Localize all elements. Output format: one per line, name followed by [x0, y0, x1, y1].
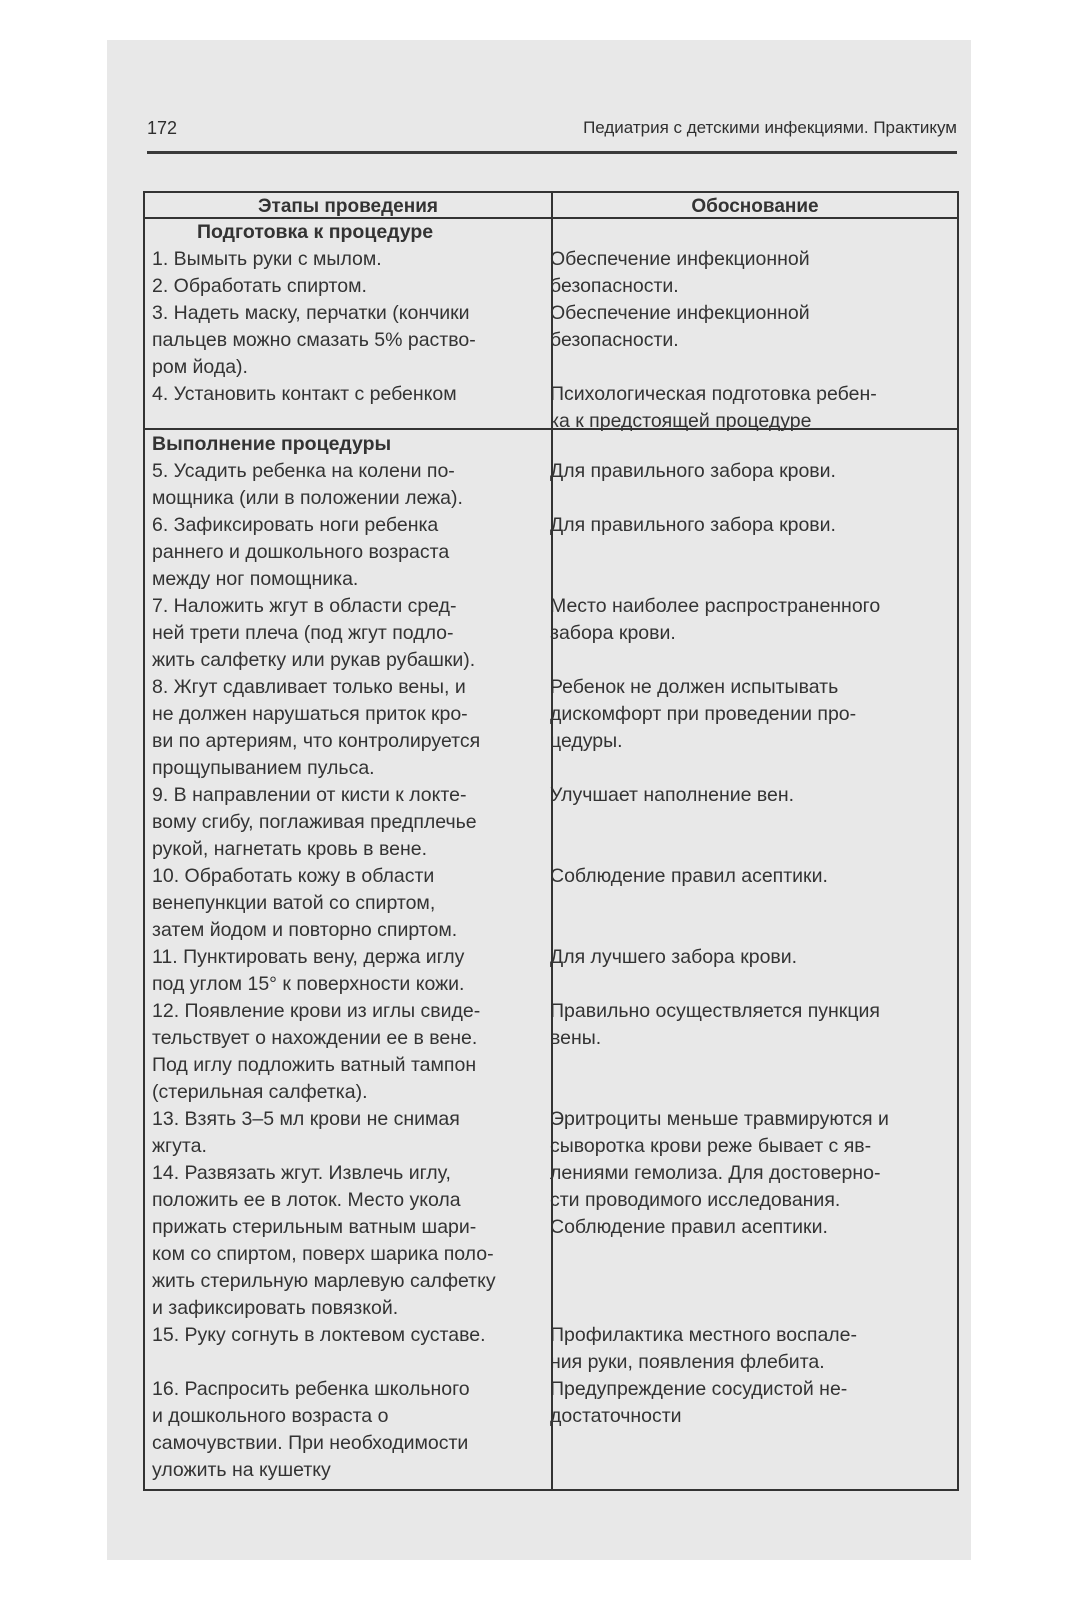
running-title: Педиатрия с детскими инфекциями. Практикум: [583, 118, 957, 137]
preparation-steps: [152, 246, 547, 408]
rationale-line: [550, 539, 955, 566]
rationale-line: [550, 1052, 955, 1079]
rationale-line: цедуры.: [550, 730, 623, 752]
step-line: под углом 15° к поверхности кожи.: [152, 973, 465, 995]
column-header-stages: Этапы проведения: [258, 196, 438, 217]
step-line: прижать стерильным ватным шари-: [152, 1216, 477, 1238]
step-line: вому сгибу, поглаживая предплечье: [152, 811, 477, 833]
rationale-line: [550, 755, 955, 782]
step-line: жить стерильную марлевую салфетку: [152, 1270, 496, 1292]
rationale-line: безопасности.: [550, 275, 679, 297]
rationale-line: Обеспечение инфекционной: [550, 302, 810, 324]
execution-rationale: [550, 458, 955, 1430]
rationale-line: сыворотка крови реже бывает с яв-: [550, 1135, 872, 1157]
step-line: 1. Вымыть руки с мылом.: [152, 248, 382, 270]
step-line: рукой, нагнетать кровь в вене.: [152, 838, 427, 860]
step-line: 11. Пунктировать вену, держа иглу: [152, 946, 465, 968]
rationale-line: Эритроциты меньше травмируются и: [550, 1108, 889, 1130]
rationale-line: [550, 971, 955, 998]
step-line: 4. Установить контакт с ребенком: [152, 383, 457, 405]
rationale-line: Соблюдение правил асептики.: [550, 1216, 828, 1238]
rationale-line: Предупреждение сосудистой не-: [550, 1378, 848, 1400]
step-line: 15. Руку согнуть в локтевом суставе.: [152, 1324, 486, 1346]
rationale-line: [550, 647, 955, 674]
rationale-line: Соблюдение правил асептики.: [550, 865, 828, 887]
step-line: жить салфетку или рукав рубашки).: [152, 649, 476, 671]
rationale-line: Место наиболее распространенного: [550, 595, 881, 617]
step-line: прощупыванием пульса.: [152, 757, 375, 779]
rationale-line: [550, 1268, 955, 1295]
rationale-line: [550, 890, 955, 917]
step-line: мощника (или в положении лежа).: [152, 487, 463, 509]
step-line: тельствует о нахождении ее в вене.: [152, 1027, 478, 1049]
step-line: раннего и дошкольного возраста: [152, 541, 450, 563]
step-line: 5. Усадить ребенка на колени по-: [152, 460, 455, 482]
step-line: затем йодом и повторно спиртом.: [152, 919, 458, 941]
rationale-line: дискомфорт при проведении про-: [550, 703, 857, 725]
procedure-table: [143, 191, 959, 1491]
rationale-line: безопасности.: [550, 329, 679, 351]
step-line: 10. Обработать кожу в области: [152, 865, 435, 887]
rationale-line: Для лучшего забора крови.: [550, 946, 798, 968]
rationale-line: сти проводимого исследования.: [550, 1189, 841, 1211]
rationale-line: лениями гемолиза. Для достоверно-: [550, 1162, 881, 1184]
page-number: 172: [147, 118, 178, 138]
rationale-line: [550, 917, 955, 944]
step-line: 12. Появление крови из иглы свиде-: [152, 1000, 481, 1022]
section-title-preparation: Подготовка к процедуре: [197, 221, 434, 243]
step-line: ней трети плеча (под жгут подло-: [152, 622, 454, 644]
rationale-line: [550, 485, 955, 512]
rationale-line: [550, 1079, 955, 1106]
header-rule: [147, 151, 957, 154]
step-line: ром йода).: [152, 356, 248, 378]
step-line: 7. Наложить жгут в области сред-: [152, 595, 457, 617]
section-title-execution: Выполнение процедуры: [152, 433, 392, 455]
step-line: ком со спиртом, поверх шарика поло-: [152, 1243, 494, 1265]
rationale-line: [550, 1295, 955, 1322]
step-line: самочувствии. При необходимости: [152, 1432, 469, 1454]
step-line: пальцев можно смазать 5% раство-: [152, 329, 476, 351]
rationale-line: Психологическая подготовка ребен-: [550, 383, 877, 405]
rationale-line: достаточности: [550, 1405, 682, 1427]
section-execution-right: [550, 458, 955, 1430]
rationale-line: [550, 1241, 955, 1268]
step-line: положить ее в лоток. Место укола: [152, 1189, 461, 1211]
rationale-line: ния руки, появления флебита.: [550, 1351, 825, 1373]
step-line: между ног помощника.: [152, 568, 359, 590]
rationale-line: Улучшает наполнение вен.: [550, 784, 795, 806]
step-line: 3. Надеть маску, перчатки (кончики: [152, 302, 470, 324]
step-line: и дошкольного возраста о: [152, 1405, 389, 1427]
step-line: 6. Зафиксировать ноги ребенка: [152, 514, 439, 536]
step-line: не должен нарушаться приток кро-: [152, 703, 468, 725]
step-line: жгута.: [152, 1135, 207, 1157]
column-header-rationale: Обоснование: [691, 196, 819, 217]
section-preparation-left: [152, 219, 547, 408]
rationale-line: [550, 836, 955, 863]
section-preparation-right: [550, 246, 955, 435]
rationale-line: Обеспечение инфекционной: [550, 248, 810, 270]
step-line: 2. Обработать спиртом.: [152, 275, 367, 297]
step-line: 14. Развязать жгут. Извлечь иглу,: [152, 1162, 451, 1184]
step-line: (стерильная салфетка).: [152, 1081, 368, 1103]
rationale-line: [550, 809, 955, 836]
rationale-line: забора крови.: [550, 622, 676, 644]
step-line: уложить на кушетку: [152, 1459, 331, 1481]
rationale-line: ка к предстоящей процедуре: [550, 410, 812, 432]
rationale-line: Для правильного забора крови.: [550, 514, 836, 536]
preparation-rationale: [550, 246, 955, 435]
step-line: Под иглу подложить ватный тампон: [152, 1054, 477, 1076]
step-line: [152, 1349, 547, 1376]
step-line: и зафиксировать повязкой.: [152, 1297, 399, 1319]
rationale-line: [550, 354, 955, 381]
execution-steps: [152, 458, 547, 1484]
section-execution-left: [152, 431, 547, 1484]
rationale-line: Ребенок не должен испытывать: [550, 676, 839, 698]
rationale-line: Для правильного забора крови.: [550, 460, 836, 482]
rationale-line: [550, 566, 955, 593]
rationale-line: вены.: [550, 1027, 602, 1049]
step-line: 16. Распросить ребенка школьного: [152, 1378, 470, 1400]
step-line: 9. В направлении от кисти к локте-: [152, 784, 467, 806]
step-line: 13. Взять 3–5 мл крови не снимая: [152, 1108, 460, 1130]
step-line: венепункции ватой со спиртом,: [152, 892, 436, 914]
rationale-line: Профилактика местного воспале-: [550, 1324, 858, 1346]
step-line: 8. Жгут сдавливает только вены, и: [152, 676, 466, 698]
step-line: ви по артериям, что контролируется: [152, 730, 481, 752]
rationale-line: Правильно осуществляется пункция: [550, 1000, 880, 1022]
